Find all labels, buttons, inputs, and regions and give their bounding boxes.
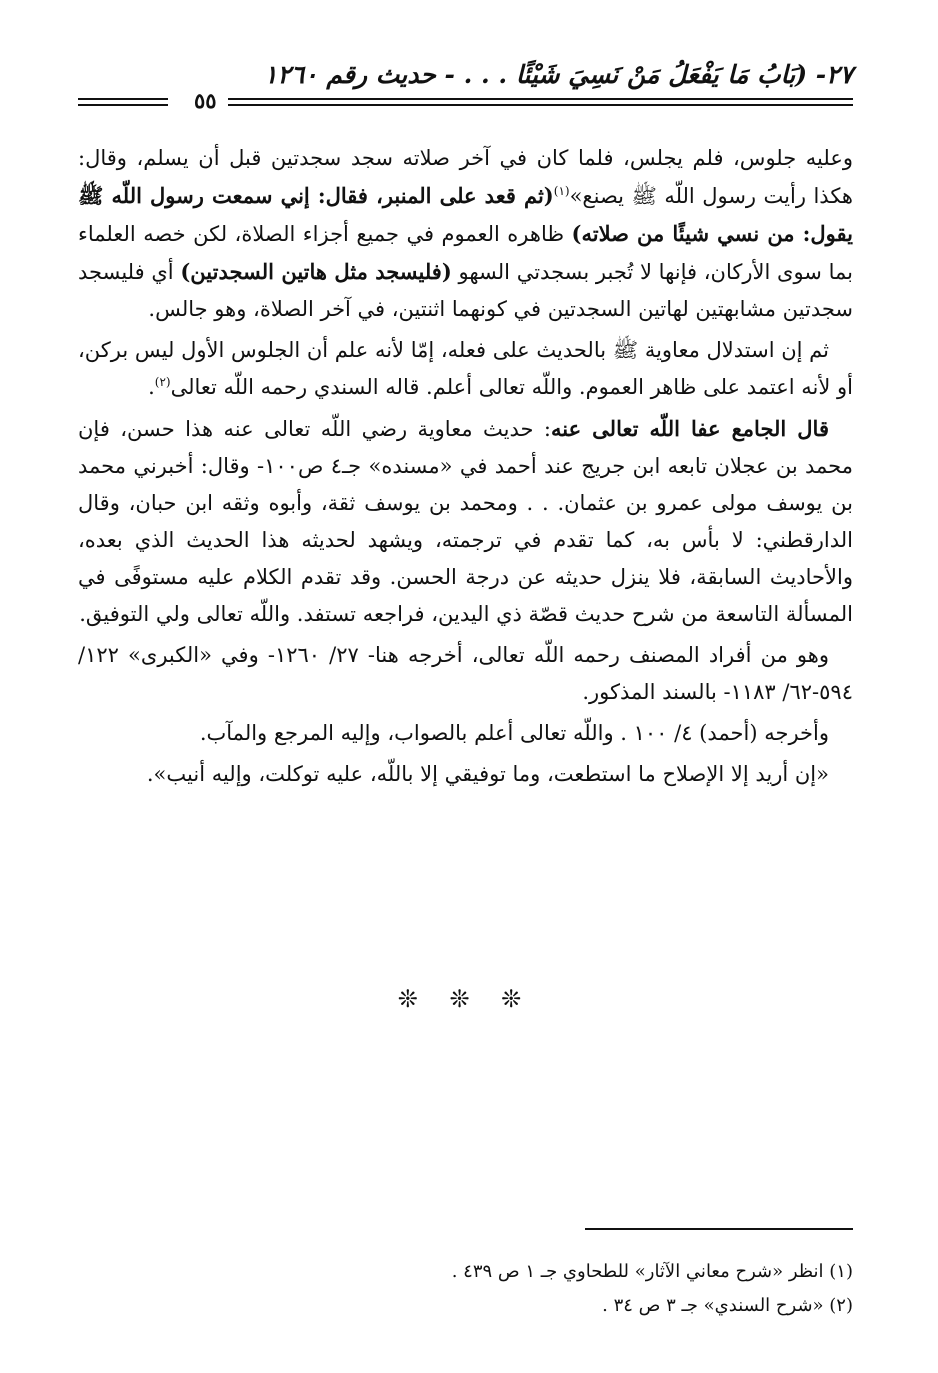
footnote-ref: (١) xyxy=(553,184,570,198)
header-rule-right xyxy=(228,98,853,106)
bold-text: (ثم قعد على المنبر، فقال: إني سمعت رسول اللّه ﷺ يقول: من نسي شيئًا من صلاته) xyxy=(78,183,853,246)
footnote-2: (٢) «شرح السندي» جـ ٣ ص ٣٤ . xyxy=(602,1295,853,1316)
page-number: ٥٥ xyxy=(188,88,223,113)
text-segment: . xyxy=(148,375,155,399)
footnote-1: (١) انظر «شرح معاني الآثار» للطحاوي جـ ١ ص ٤٣٩ . xyxy=(451,1261,853,1282)
text-segment: أي فليسجد سجدتين مشابهتين لهاتين السجدتين في كونهما اثنتين، في آخر الصلاة، وهو جالس. xyxy=(78,260,853,321)
footnotes xyxy=(353,1255,853,1323)
paragraph xyxy=(78,410,853,633)
paragraph xyxy=(78,756,853,793)
bold-text: قال الجامع عفا اللّه تعالى عنه xyxy=(550,416,829,441)
text-segment: وأخرجه (أحمد) ٤/ ١٠٠ . واللّه تعالى أعلم بالصواب، وإليه المرجع والمآب. xyxy=(199,721,829,745)
paragraph xyxy=(78,332,853,406)
text-segment: ثم إن استدلال معاوية ﷺ بالحديث على فعله، إمّا لأنه علم أن الجلوس الأول ليس بركن، أو لأنه اعتمد على ظاهر العموم. واللّه تعالى أعلم. قاله السندي رحمه اللّه تعالى xyxy=(78,338,853,399)
paragraph xyxy=(78,637,853,711)
header-rule-left xyxy=(78,98,168,106)
bold-text: (فليسجد مثل هاتين السجدتين) xyxy=(180,259,452,284)
section-separator: ❊ ❊ ❊ xyxy=(397,985,534,1013)
footnote-rule xyxy=(585,1228,853,1230)
text-segment: : حديث معاوية رضي اللّه تعالى عنه هذا حسن، فإن محمد بن عجلان تابعه ابن جريج عند أحمد في «مسنده» جـ٤ ص١٠٠- وقال: أخبرني محمد بن يوسف مولى عمرو بن عثمان. . . ومحمد بن يوسف ثقة، وأبوه وثقه ابن حبان، وقال الدارقطني: لا بأس به، كما تقدم في ترجمته، ويشهد لحديثه هذا الحديث الذي بعده، والأحاديث السابقة، فلا ينزل حديثه عن درجة الحسن. وقد تقدم الكلام عليه مستوفًى في المسألة التاسعة من شرح حديث قصّة ذي اليدين، فراجعه تستفد. واللّه تعالى ولي التوفيق. xyxy=(78,417,853,626)
text-segment: وهو من أفراد المصنف رحمه اللّه تعالى، أخرجه هنا- ٢٧/ ١٢٦٠- وفي «الكبرى» ١٢٢/ ٥٩٤-٦٢/ ١١٨٣- بالسند المذكور. xyxy=(78,643,853,704)
paragraph xyxy=(78,140,853,328)
text-segment: وعليه جلوس، فلم يجلس، فلما كان في آخر صلاته سجد سجدتين قبل أن يسلم، وقال: هكذا رأيت رسول اللّه ﷺ يصنع» xyxy=(78,146,853,208)
paragraph xyxy=(78,715,853,752)
footnote-ref: (٢) xyxy=(154,375,171,389)
running-title: ٢٧- (بَابُ مَا يَفْعَلُ مَنْ نَسِيَ شَيْئًا . . . - حديث رقم ١٢٦٠ xyxy=(263,60,853,89)
running-header xyxy=(78,60,853,113)
main-text xyxy=(78,140,853,797)
text-segment: «إن أريد إلا الإصلاح ما استطعت، وما توفيقي إلا باللّه، عليه توكلت، وإليه أنيب». xyxy=(146,762,829,786)
text-segment: ظاهره العموم في جميع أجزاء الصلاة، لكن خصه العلماء بما سوى الأركان، فإنها لا تُجبر بسجدتي السهو xyxy=(78,222,853,284)
